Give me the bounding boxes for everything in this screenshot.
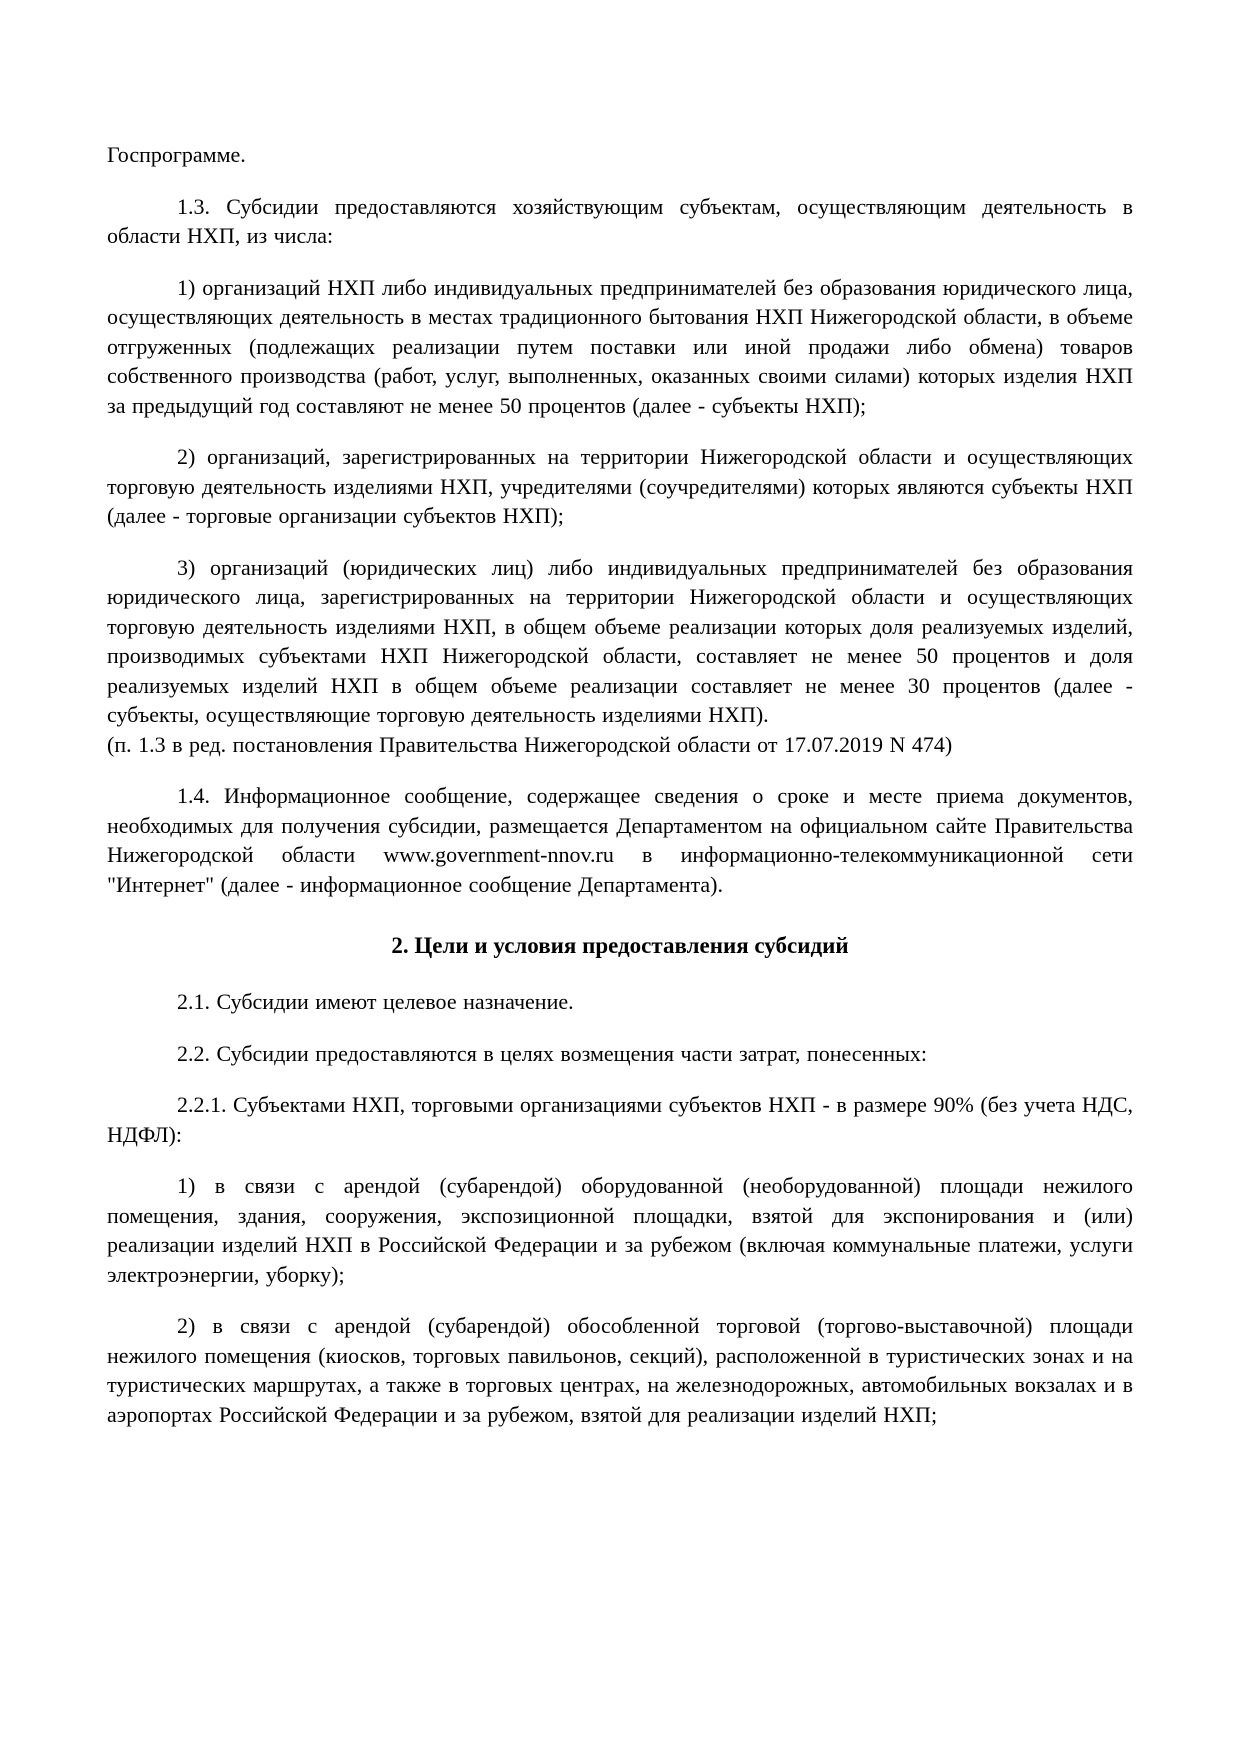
section-2-heading: 2. Цели и условия предоставления субсидий: [391, 933, 849, 958]
amendment-note: (п. 1.3 в ред. постановления Правительства Нижегородской области от 17.07.2019 N 474): [107, 731, 953, 757]
continuation-text: Госпрограмме.: [107, 142, 246, 167]
paragraph-2-2-1: 2.2.1. Субъектами НХП, торговыми организациями субъектов НХП - в размере 90% (без учета НДС, НДФЛ):: [107, 1092, 1133, 1147]
list-item-2-2-1-1: 1) в связи с арендой (субарендой) оборудованной (необорудованной) площади нежилого помещения, здания, сооружения, экспозиционной площадки, взятой для экспонирования и (или) реализации изделий НХП в Российской Федерации и за рубежом (включая коммунальные платежи, услуги электроэнергии, уборку);: [107, 1173, 1133, 1287]
list-item-1-3-2: 2) организаций, зарегистрированных на территории Нижегородской области и осуществляющих торговую деятельность изделиями НХП, учредителями (соучредителями) которых являются субъекты НХП (далее - торговые организации субъектов НХП);: [107, 444, 1133, 528]
paragraph-2-1: 2.1. Субсидии имеют целевое назначение.: [177, 989, 574, 1014]
paragraph-1-4: 1.4. Информационное сообщение, содержащее сведения о сроке и месте приема документов, необходимых для получения субсидии, размещается Департаментом на официальном сайте Правительства Нижегородской области www.government-nnov.ru в информационно-телекоммуникационной сети "Интернет" (далее - информационное сообщение Департамента).: [107, 783, 1133, 897]
paragraph-2-2: 2.2. Субсидии предоставляются в целях возмещения части затрат, понесенных:: [177, 1040, 928, 1066]
list-item-1-3-1: 1) организаций НХП либо индивидуальных предпринимателей без образования юридического лица, осуществляющих деятельность в местах традиционного бытования НХП Нижегородской области, в объеме отгруженных (подлежащих реализации путем поставки или иной продажи либо обмена) товаров собственного производства (работ, услуг, выполненных, оказанных своими силами) которых изделия НХП за предыдущий год составляют не менее 50 процентов (далее - субъекты НХП);: [107, 274, 1133, 418]
list-item-1-3-3: 3) организаций (юридических лиц) либо индивидуальных предпринимателей без образования юридического лица, зарегистрированных на территории Нижегородской области и осуществляющих торговую деятельность изделиями НХП, в общем объеме реализации которых доля реализуемых изделий, производимых субъектами НХП Нижегородской области, составляет не менее 50 процентов и доля реализуемых изделий НХП в общем объеме реализации составляет не менее 30 процентов (далее - субъекты, осуществляющие торговую деятельность изделиями НХП).: [107, 554, 1133, 727]
paragraph-1-3: 1.3. Субсидии предоставляются хозяйствующим субъектам, осуществляющим деятельность в области НХП, из числа:: [107, 193, 1133, 248]
list-item-2-2-1-2: 2) в связи с арендой (субарендой) обособленной торговой (торгово-выставочной) площади нежилого помещения (киосков, торговых павильонов, секций), расположенной в туристических зонах и на туристических маршрутах, а также в торговых центрах, на железнодорожных, автомобильных вокзалах и в аэропортах Российской Федерации и за рубежом, взятой для реализации изделий НХП;: [107, 1313, 1133, 1427]
